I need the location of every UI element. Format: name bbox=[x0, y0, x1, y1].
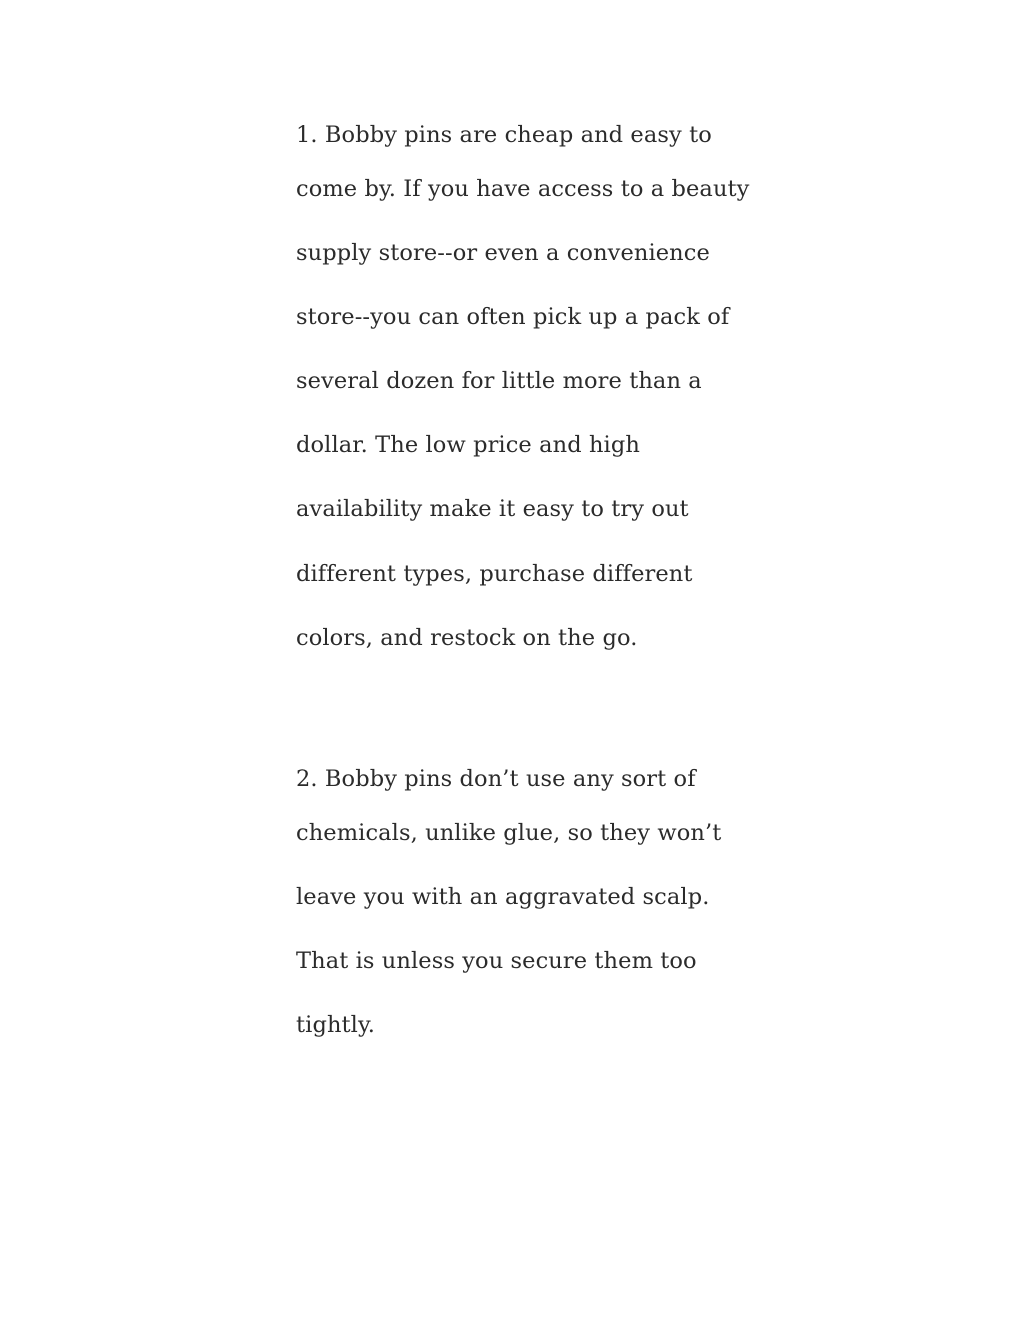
paragraph-line: chemicals, unlike glue, so they won’t bbox=[296, 820, 722, 846]
paragraph-line: colors, and restock on the go. bbox=[296, 625, 638, 651]
paragraph-line: tightly. bbox=[296, 1012, 376, 1038]
paragraph-line: leave you with an aggravated scalp. bbox=[296, 884, 710, 910]
paragraph-line: 2. Bobby pins don’t use any sort of bbox=[296, 766, 696, 792]
paragraph-line: availability make it easy to try out bbox=[296, 496, 689, 522]
paragraph-line: store--you can often pick up a pack of bbox=[296, 304, 730, 330]
paragraph-line: supply store--or even a convenience bbox=[296, 240, 710, 266]
paragraph-line: several dozen for little more than a bbox=[296, 368, 702, 394]
paragraph-line: come by. If you have access to a beauty bbox=[296, 176, 750, 202]
paragraph-line: dollar. The low price and high bbox=[296, 432, 640, 458]
paragraph-line: different types, purchase different bbox=[296, 561, 693, 587]
paragraph-line: 1. Bobby pins are cheap and easy to bbox=[296, 122, 712, 148]
paragraph-line: That is unless you secure them too bbox=[296, 948, 697, 974]
